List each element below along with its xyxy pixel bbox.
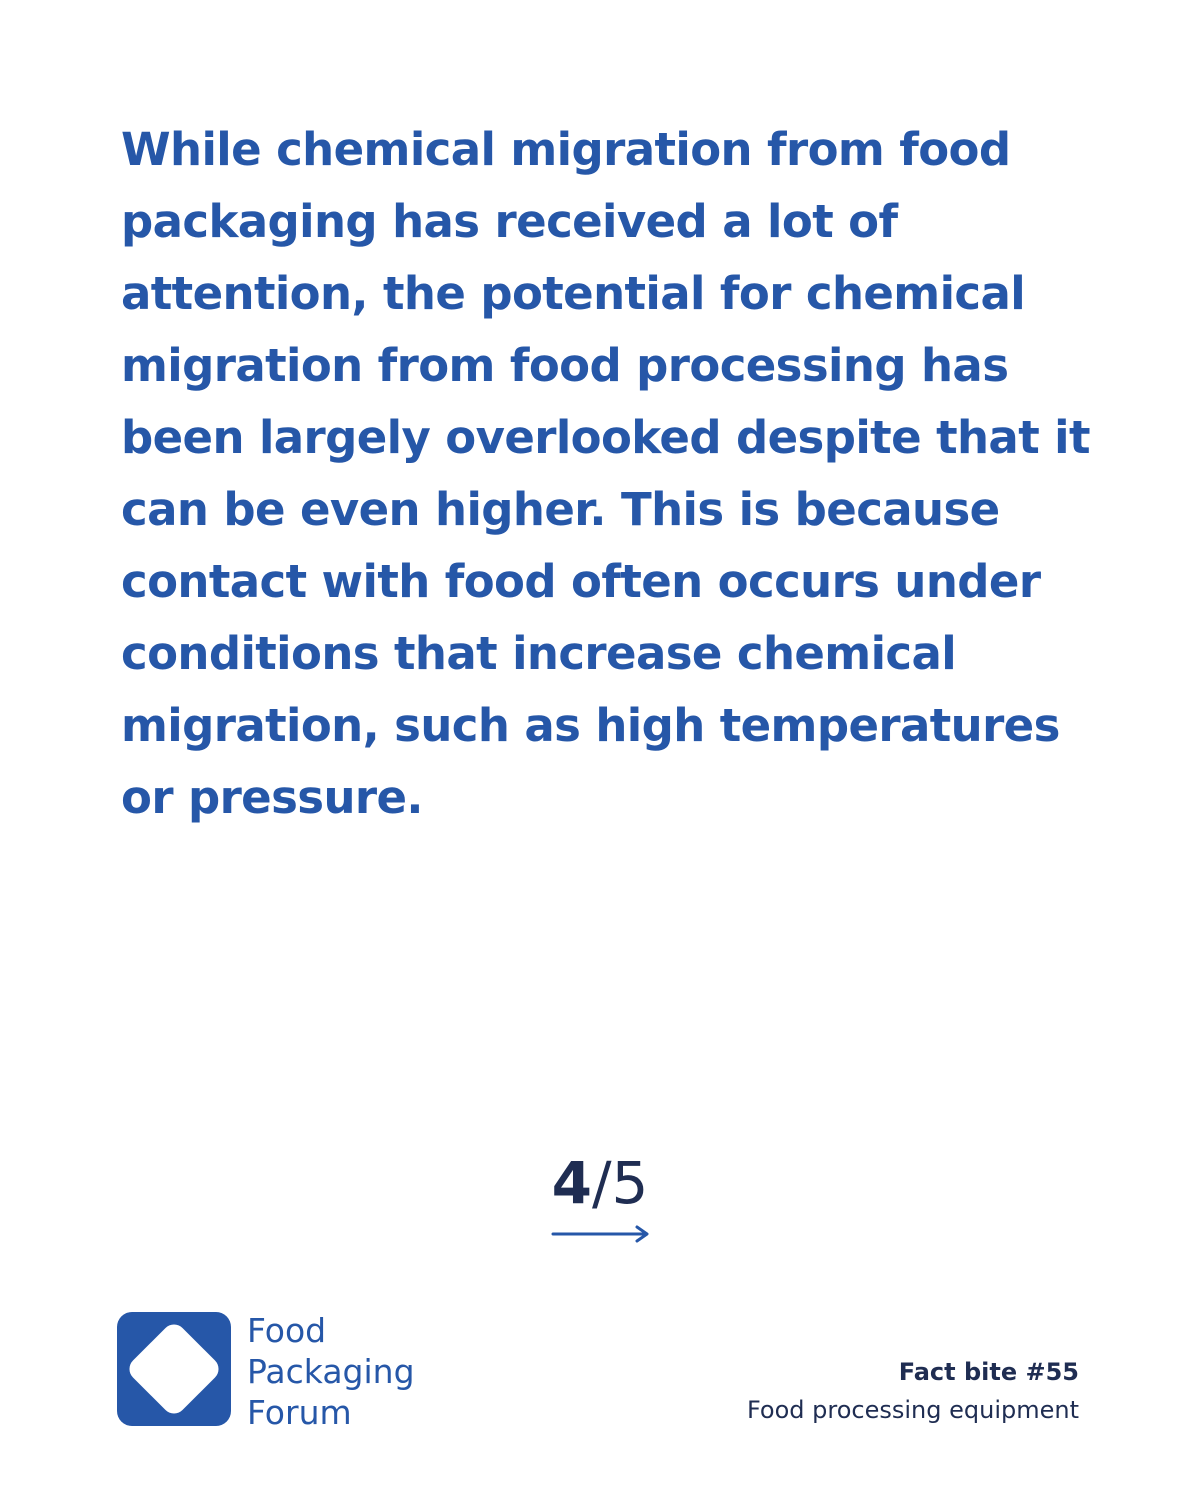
main-text-line: attention, the potential for chemical <box>121 267 1026 320</box>
page-current: 4 <box>551 1149 592 1217</box>
main-text <box>121 114 1111 834</box>
main-text-line: packaging has received a lot of <box>121 195 898 248</box>
main-text-line: migration from food processing has <box>121 339 1009 392</box>
main-text-line: been largely overlooked despite that it <box>121 411 1090 464</box>
food-packaging-forum-logo-icon <box>117 1312 231 1426</box>
fact-bite-subtitle: Food processing equipment <box>746 1396 1079 1424</box>
logo-line-food: Food <box>247 1311 327 1350</box>
fact-bite-info <box>747 1354 1079 1430</box>
main-text-line: conditions that increase chemical <box>121 627 957 680</box>
main-text-line: migration, such as high temperatures <box>121 699 1060 752</box>
logo-wordmark <box>247 1310 415 1433</box>
main-text-line: contact with food often occurs under <box>121 555 1041 608</box>
page-total: /5 <box>591 1149 649 1217</box>
main-text-line: or pressure. <box>121 771 423 824</box>
main-text-line: While chemical migration from food <box>121 123 1011 176</box>
logo-line-forum: Forum <box>247 1393 352 1432</box>
main-text-line: can be even higher. This is because <box>121 483 1000 536</box>
fact-bite-title: Fact bite #55 <box>898 1358 1079 1386</box>
logo-line-packaging: Packaging <box>247 1352 415 1391</box>
arrow-right-icon[interactable] <box>551 1224 651 1244</box>
page-indicator <box>0 1148 1200 1218</box>
